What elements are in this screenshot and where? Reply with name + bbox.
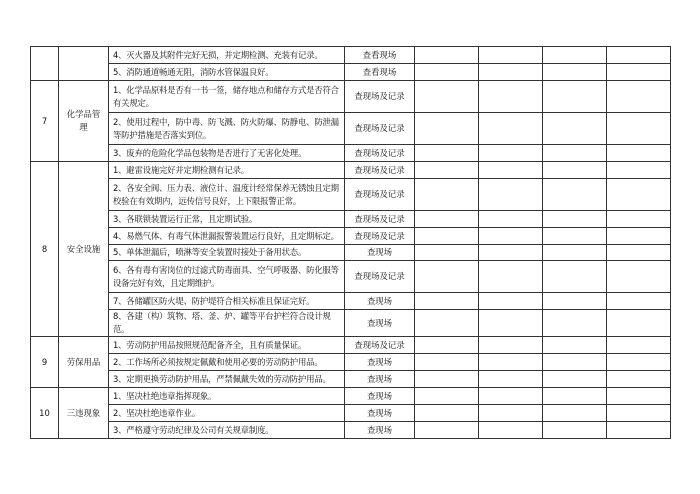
blank-cell: [607, 310, 671, 337]
check-item: 2、各安全阀、压力表、液位计、温度计经常保养无锈蚀且定期校验在有效期内，远传信号良好，上下限报警正常。: [109, 179, 345, 211]
table-row: [31, 405, 671, 422]
group-category: 劳保用品: [59, 337, 109, 388]
group-number-cell: [31, 47, 59, 81]
blank-cell: [479, 81, 543, 113]
check-method: 查现场: [345, 310, 415, 337]
group-category: 化学品管理: [59, 81, 109, 162]
check-item: 1、化学品原料是否有一书一签，储存地点和储存方式是否符合有关规定。: [109, 81, 345, 113]
check-method: 查现场及记录: [345, 261, 415, 293]
table-row: [31, 113, 671, 145]
table-row: [31, 47, 671, 64]
table-row: [31, 293, 671, 310]
check-method: 查现场: [345, 245, 415, 261]
blank-cell: [415, 162, 479, 179]
table-row: [31, 228, 671, 245]
check-item: 8、各建（构）筑物、塔、釜、炉、罐等平台护栏符合设计规范。: [109, 310, 345, 337]
check-item: 3、各联锁装置运行正常，且定期试验。: [109, 211, 345, 228]
blank-cell: [415, 371, 479, 388]
group-number: 8: [31, 162, 59, 337]
blank-cell: [479, 310, 543, 337]
check-item: 4、易燃气体、有毒气体泄漏报警装置运行良好，且定期标定。: [109, 228, 345, 245]
blank-cell: [479, 47, 543, 64]
blank-cell: [479, 261, 543, 293]
group-category: 三违现象: [59, 388, 109, 439]
blank-cell: [607, 145, 671, 162]
group-number: 10: [31, 388, 59, 439]
blank-cell: [415, 388, 479, 405]
check-method: 查现场: [345, 371, 415, 388]
blank-cell: [607, 245, 671, 261]
blank-cell: [415, 422, 479, 439]
blank-cell: [543, 179, 607, 211]
table-row: [31, 179, 671, 211]
blank-cell: [543, 388, 607, 405]
blank-cell: [415, 64, 479, 81]
table-row: [31, 261, 671, 293]
table-row: [31, 81, 671, 113]
blank-cell: [607, 388, 671, 405]
blank-cell: [415, 310, 479, 337]
blank-cell: [479, 162, 543, 179]
table-row: [31, 310, 671, 337]
check-item: 2、使用过程中，防中毒、防飞溅、防火防爆、防静电、防泄漏等防护措施是否落实到位。: [109, 113, 345, 145]
blank-cell: [415, 211, 479, 228]
blank-cell: [543, 405, 607, 422]
blank-cell: [479, 354, 543, 371]
blank-cell: [479, 179, 543, 211]
blank-cell: [607, 228, 671, 245]
blank-cell: [543, 228, 607, 245]
blank-cell: [415, 228, 479, 245]
blank-cell: [479, 64, 543, 81]
check-method: 查现场: [345, 354, 415, 371]
blank-cell: [543, 47, 607, 64]
blank-cell: [543, 64, 607, 81]
blank-cell: [479, 422, 543, 439]
blank-cell: [607, 354, 671, 371]
blank-cell: [415, 293, 479, 310]
check-item: 6、各有毒有害岗位的过滤式防毒面具、空气呼吸器、防化服等设备完好有效，且定期维护。: [109, 261, 345, 293]
blank-cell: [415, 261, 479, 293]
table-row: [31, 337, 671, 354]
blank-cell: [479, 371, 543, 388]
blank-cell: [543, 310, 607, 337]
check-item: 1、坚决杜绝违章指挥现象。: [109, 388, 345, 405]
blank-cell: [543, 211, 607, 228]
check-method: 查现场及记录: [345, 228, 415, 245]
blank-cell: [415, 81, 479, 113]
table-row: [31, 245, 671, 261]
table-row: [31, 354, 671, 371]
check-method: 查现场及记录: [345, 113, 415, 145]
check-method: 查现场: [345, 293, 415, 310]
check-method: 查现场及记录: [345, 337, 415, 354]
blank-cell: [543, 354, 607, 371]
blank-cell: [479, 113, 543, 145]
blank-cell: [607, 47, 671, 64]
blank-cell: [607, 337, 671, 354]
blank-cell: [415, 337, 479, 354]
check-item: 2、工作场所必须按规定佩戴和使用必要的劳动防护用品。: [109, 354, 345, 371]
blank-cell: [415, 354, 479, 371]
table-row: [31, 371, 671, 388]
group-category: 安全设施: [59, 162, 109, 337]
blank-cell: [607, 405, 671, 422]
check-item: 3、废弃的危险化学品包装物是否进行了无害化处理。: [109, 145, 345, 162]
check-method: 查现场及记录: [345, 211, 415, 228]
blank-cell: [607, 81, 671, 113]
blank-cell: [543, 145, 607, 162]
blank-cell: [415, 145, 479, 162]
group-category-cell: [59, 47, 109, 81]
blank-cell: [607, 113, 671, 145]
table-row: [31, 211, 671, 228]
blank-cell: [543, 371, 607, 388]
blank-cell: [479, 405, 543, 422]
blank-cell: [415, 179, 479, 211]
check-method: 查现场: [345, 405, 415, 422]
blank-cell: [607, 179, 671, 211]
check-method: 查现场: [345, 388, 415, 405]
check-item: 5、单体泄漏后，喷淋等安全装置时接处于备用状态。: [109, 245, 345, 261]
check-item: 3、严格遵守劳动纪律及公司有关规章制度。: [109, 422, 345, 439]
check-item: 1、避雷设施完好并定期检测有记录。: [109, 162, 345, 179]
blank-cell: [415, 245, 479, 261]
check-method: 查现场及记录: [345, 179, 415, 211]
check-method: 查现场: [345, 422, 415, 439]
blank-cell: [479, 228, 543, 245]
blank-cell: [479, 388, 543, 405]
blank-cell: [415, 47, 479, 64]
blank-cell: [543, 81, 607, 113]
check-item: 4、灭火器及其附件完好无损，并定期检测、充装有记录。: [109, 47, 345, 64]
blank-cell: [607, 162, 671, 179]
check-method: 查现场及记录: [345, 162, 415, 179]
blank-cell: [543, 113, 607, 145]
blank-cell: [415, 113, 479, 145]
blank-cell: [479, 337, 543, 354]
blank-cell: [543, 245, 607, 261]
blank-cell: [479, 211, 543, 228]
check-item: 1、劳动防护用品按照规范配备齐全，且有质量保证。: [109, 337, 345, 354]
check-method: 查看现场: [345, 47, 415, 64]
blank-cell: [543, 293, 607, 310]
table-row: [31, 162, 671, 179]
table-row: [31, 64, 671, 81]
check-method: 查看现场: [345, 64, 415, 81]
table-row: [31, 145, 671, 162]
check-item: 7、各储罐区防火堤、防护堤符合相关标准且保证完好。: [109, 293, 345, 310]
blank-cell: [607, 422, 671, 439]
blank-cell: [607, 64, 671, 81]
inspection-table: [30, 46, 671, 439]
blank-cell: [479, 145, 543, 162]
blank-cell: [479, 245, 543, 261]
blank-cell: [543, 337, 607, 354]
table-row: [31, 388, 671, 405]
blank-cell: [543, 162, 607, 179]
blank-cell: [607, 293, 671, 310]
blank-cell: [479, 293, 543, 310]
check-method: 查现场及记录: [345, 81, 415, 113]
check-item: 3、定期更换劳动防护用品，严禁佩戴失效的劳动防护用品。: [109, 371, 345, 388]
check-item: 2、坚决杜绝违章作业。: [109, 405, 345, 422]
check-item: 5、消防通道畅通无阻，消防水管保温良好。: [109, 64, 345, 81]
blank-cell: [607, 261, 671, 293]
blank-cell: [543, 261, 607, 293]
blank-cell: [415, 405, 479, 422]
table-row: [31, 422, 671, 439]
blank-cell: [607, 371, 671, 388]
blank-cell: [543, 422, 607, 439]
check-method: 查现场及记录: [345, 145, 415, 162]
group-number: 9: [31, 337, 59, 388]
blank-cell: [607, 211, 671, 228]
group-number: 7: [31, 81, 59, 162]
